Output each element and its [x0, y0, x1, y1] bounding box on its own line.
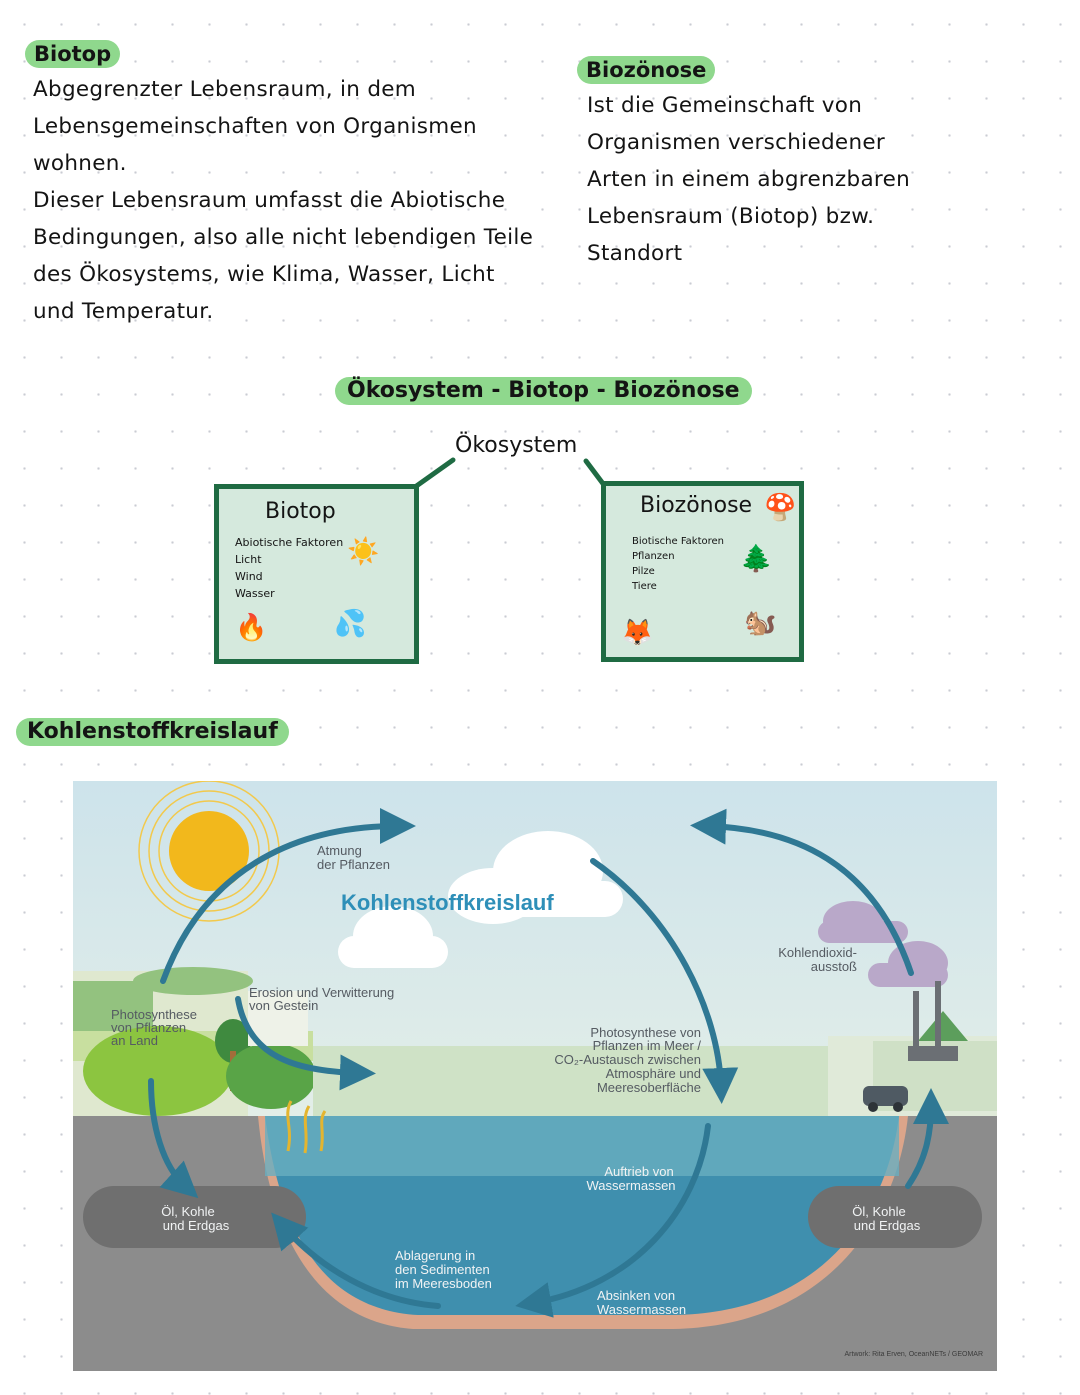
label-photosynthese-land: von Pflanzen [111, 1020, 187, 1035]
label-photosynthese-land: an Land [111, 1033, 158, 1048]
tree-icon: 🌲 [740, 544, 773, 574]
biotop-line: Lebensgemeinschaften von Organismen [33, 114, 477, 139]
biozoenose-tag: Biozönose [577, 56, 715, 84]
label-fossil-left: Öl, Kohle [161, 1204, 215, 1219]
droplets-icon: 💦 [334, 609, 367, 639]
biotop-line: Dieser Lebensraum umfasst die Abiotische [33, 188, 506, 213]
biozoenose-box [601, 481, 804, 662]
label-ablagerung: im Meeresboden [395, 1276, 492, 1291]
biotop-factor-list [235, 534, 343, 602]
label-absinken: Wassermassen [597, 1302, 687, 1317]
biozoenose-factor: Pilze [632, 566, 655, 577]
ecosystem-root-label: Ökosystem [455, 433, 578, 458]
biotop-factor: Wasser [235, 587, 275, 600]
mushroom-icon: 🍄 [764, 493, 797, 523]
biotop-line: des Ökosystems, wie Klima, Wasser, Licht [33, 262, 495, 287]
biotop-box-title: Biotop [265, 499, 336, 524]
biozoenose-line: Standort [587, 241, 683, 266]
biozoenose-factor: Biotische Faktoren [632, 536, 725, 547]
label-co2-ausstoss: Kohlendioxid- [778, 945, 857, 960]
biotop-line: und Temperatur. [33, 299, 214, 324]
sun-icon: ☀️ [347, 537, 380, 567]
biotop-line: Abgegrenzter Lebensraum, in dem [33, 77, 417, 102]
biozoenose-line: Organismen verschiedener [587, 130, 886, 155]
label-photosynthese-meer: CO₂-Austausch zwischen [554, 1052, 701, 1067]
label-photosynthese-meer: Atmosphäre und [605, 1066, 701, 1081]
biotop-factor: Licht [235, 553, 262, 566]
fire-icon: 🔥 [235, 613, 268, 643]
biozoenose-box-title: Biozönose [640, 493, 753, 518]
biotop-line: Bedingungen, also alle nicht lebendigen Teile [33, 225, 534, 250]
biotop-line: wohnen. [33, 151, 127, 176]
biozoenose-line: Ist die Gemeinschaft von [587, 93, 863, 118]
biozoenose-factor-list [632, 534, 724, 594]
label-auftrieb: Wassermassen [586, 1178, 676, 1193]
biotop-tag: Biotop [25, 40, 120, 68]
label-ablagerung: den Sedimenten [395, 1262, 490, 1277]
biozoenose-line: Lebensraum (Biotop) bzw. [587, 204, 875, 229]
ecosystem-heading: Ökosystem - Biotop - Biozönose [335, 377, 752, 405]
label-auftrieb: Auftrieb von [604, 1164, 674, 1179]
biotop-factor: Abiotische Faktoren [235, 536, 344, 549]
artwork-credit: Artwork: Rita Erven, OceanNETs / GEOMAR [844, 1351, 983, 1358]
label-fossil-left: und Erdgas [162, 1218, 230, 1233]
label-photosynthese-meer: Pflanzen im Meer / [592, 1038, 701, 1053]
carbon-cycle-diagram [73, 781, 997, 1371]
label-erosion: von Gestein [249, 998, 319, 1013]
label-absinken: Absinken von [597, 1288, 676, 1303]
carbon-cycle-heading: Kohlenstoffkreislauf [16, 718, 289, 746]
label-erosion: Erosion und Verwitterung [249, 985, 395, 1000]
label-ablagerung: Ablagerung in [395, 1248, 476, 1263]
biozoenose-factor: Pflanzen [632, 551, 675, 562]
squirrel-icon: 🐿️ [744, 608, 777, 638]
label-fossil-right: und Erdgas [853, 1218, 921, 1233]
biotop-box [214, 484, 419, 664]
label-fossil-right: Öl, Kohle [852, 1204, 906, 1219]
label-photosynthese-land: Photosynthese [111, 1007, 198, 1022]
label-atmung: der Pflanzen [317, 857, 390, 872]
label-atmung: Atmung [317, 843, 362, 858]
label-photosynthese-meer: Photosynthese von [590, 1025, 701, 1040]
diagram-title: Kohlenstoffkreislauf [341, 890, 554, 915]
biozoenose-factor: Tiere [632, 581, 657, 592]
biozoenose-line: Arten in einem abgrenzbaren [587, 167, 911, 192]
fox-icon: 🦊 [621, 618, 654, 648]
label-photosynthese-meer: Meeresoberfläche [596, 1080, 701, 1095]
biotop-factor: Wind [235, 570, 263, 583]
connector-to-biotop [415, 460, 453, 487]
label-co2-ausstoss: ausstoß [810, 959, 857, 974]
